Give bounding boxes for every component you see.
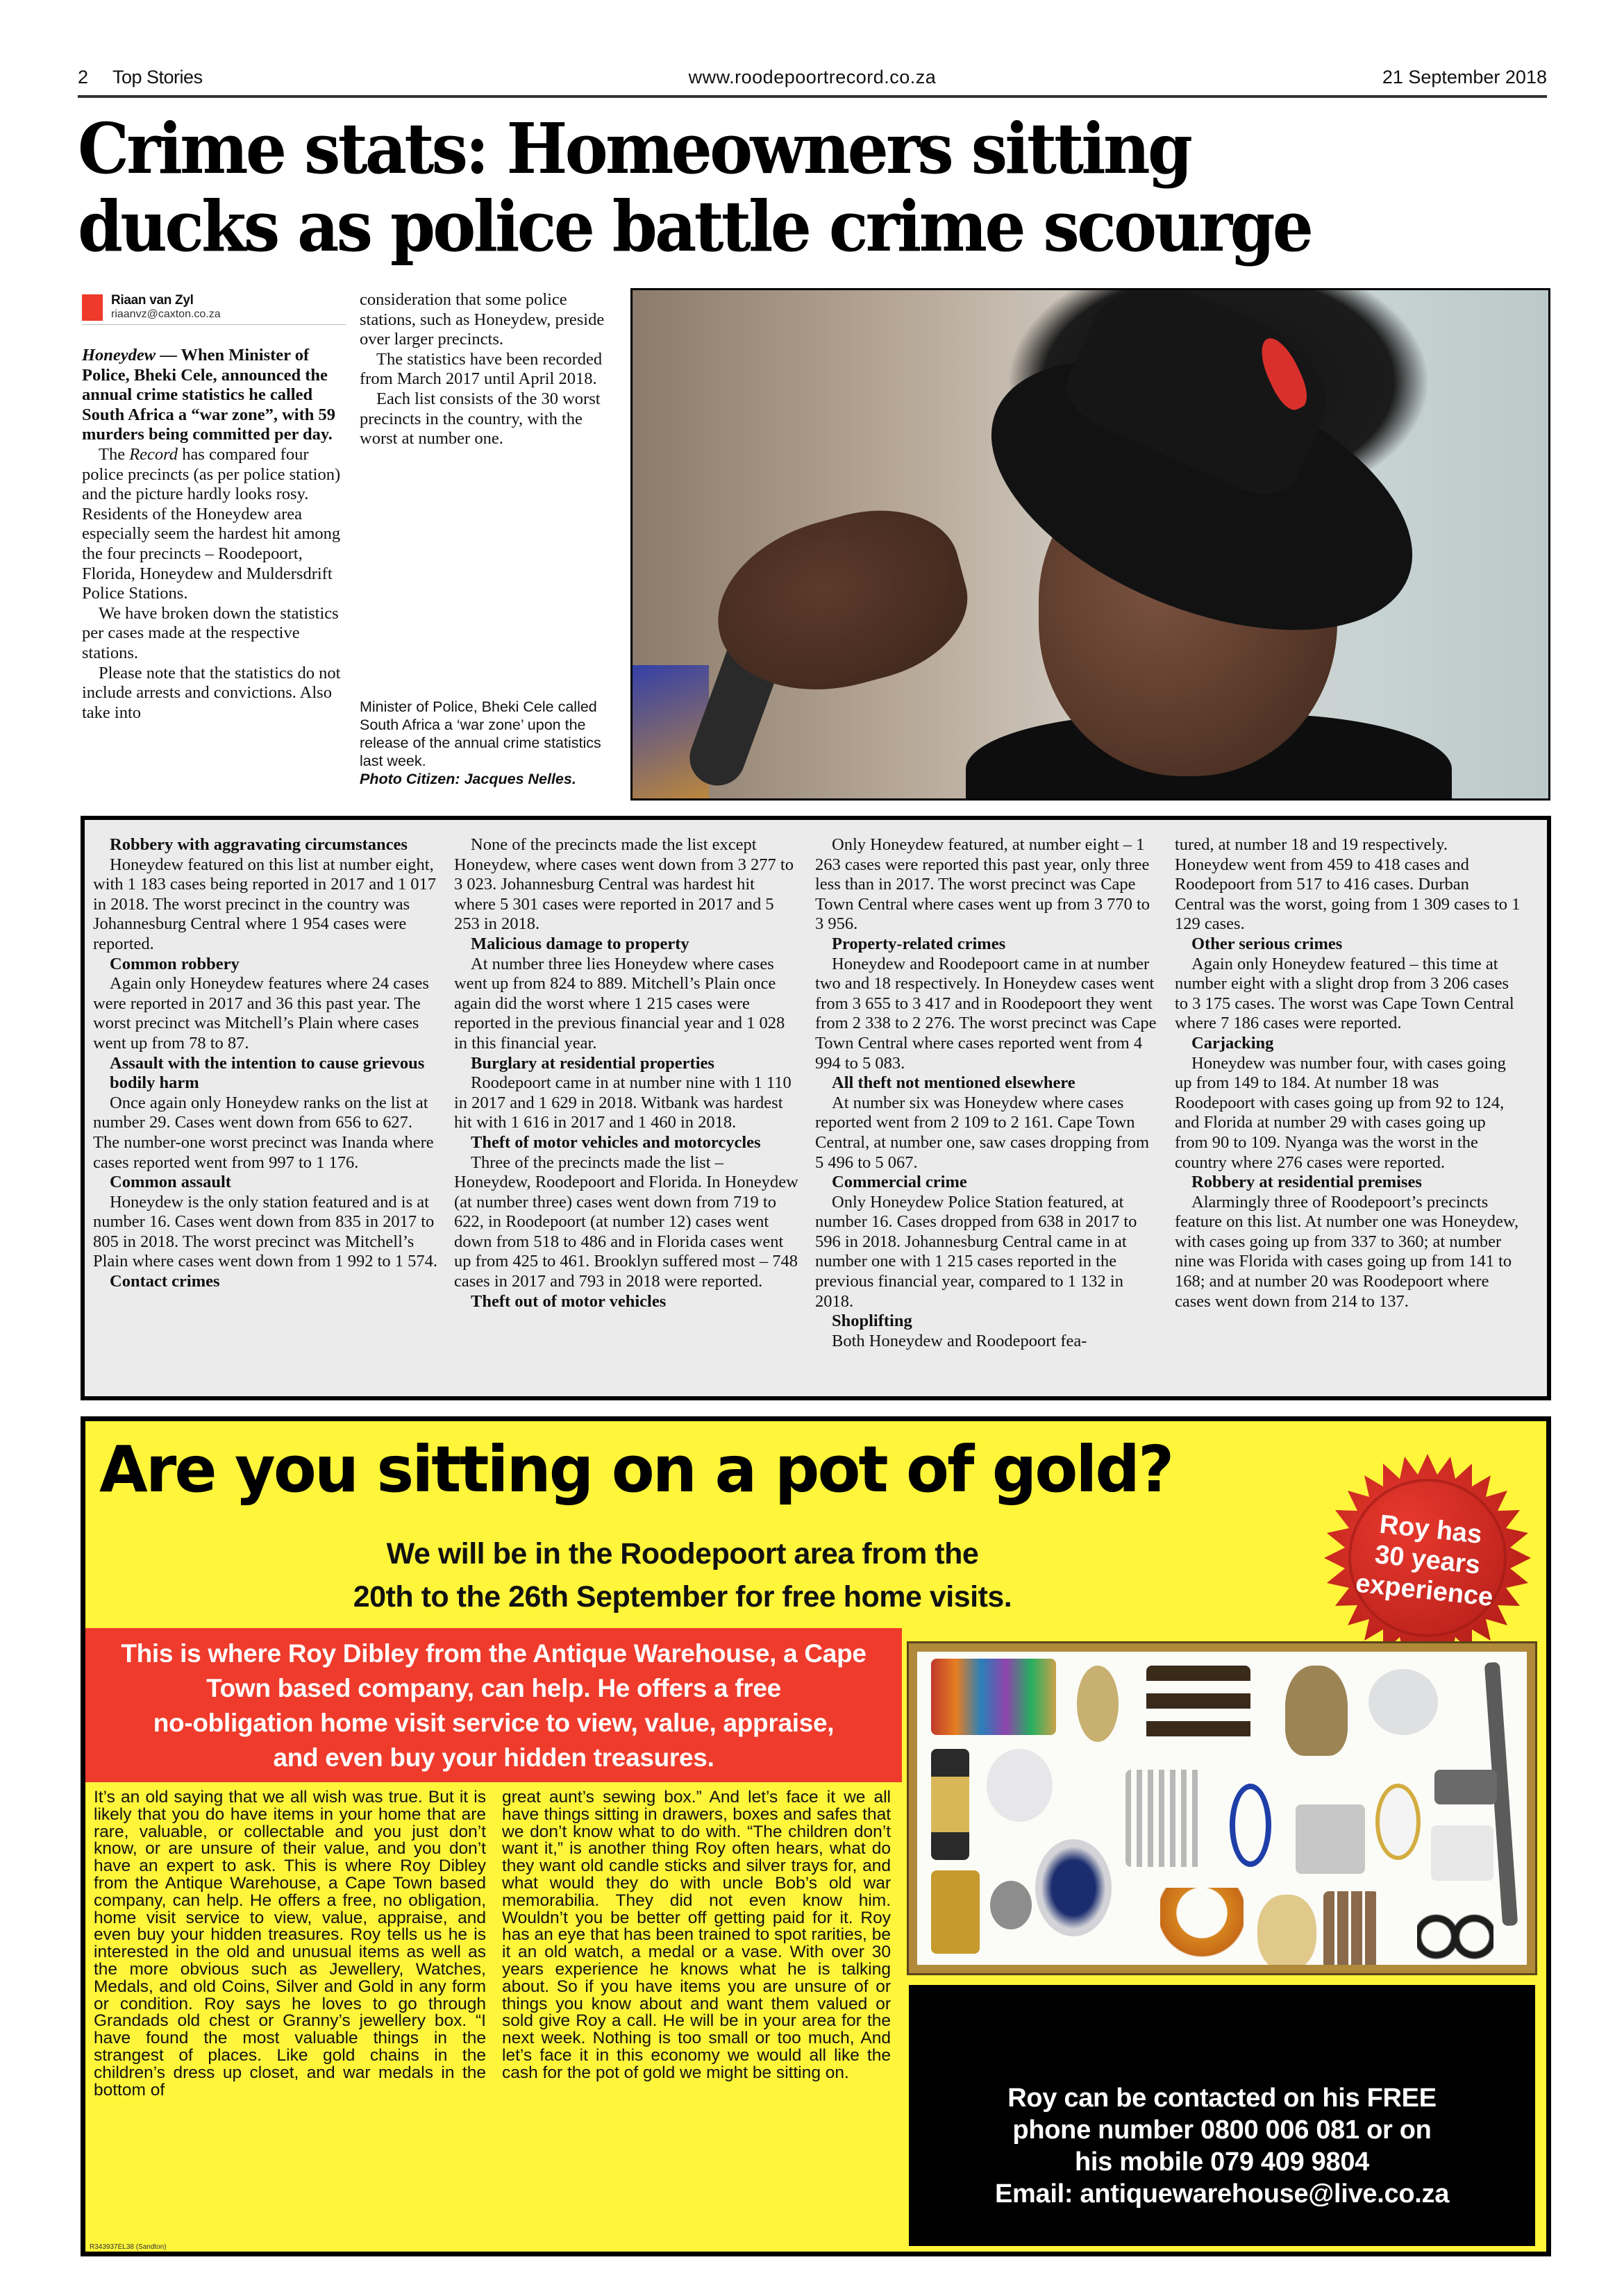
stat-heading: Commercial crime (832, 1173, 967, 1192)
cutlery-shape (1125, 1770, 1202, 1867)
badge-text: Roy has 30 years experience (1354, 1509, 1495, 1613)
teapot-shape (1285, 1666, 1348, 1756)
stat-text: Honeydew is the only station featured and is at number 16. Cases went down from 835 in 2017 to 805 in 2018. The worst precinct was Mitchell’s Plain where cases went down from 1 992 to 1 574. (93, 1192, 438, 1271)
stat-text: Three of the precincts made the list – Honeydew, Roodepoort and Florida. In Honeydew (at number three) cases went down from 719 to 622, in Roodepoort (at number 12) cases went down from 518 to 486 and in Florida cases went up from 425 to 461. Brooklyn suffered most – 748 cases in 2017 and 793 in 2018 were reported. (454, 1153, 798, 1291)
gold-coins-shape (1257, 1895, 1316, 1971)
sapphire-necklace-shape (1230, 1784, 1271, 1867)
antique-warehouse-advert (81, 1416, 1551, 2256)
article-column-2 (360, 290, 620, 449)
advert-red-banner: This is where Roy Dibley from the Antique Warehouse, a Cape Town based company, can help. He offers a free no-obligation home visit service to view, value, appraise, and even buy your hidden treasures. (85, 1628, 902, 1782)
article-photo (630, 288, 1550, 801)
stat-heading: Burglary at residential properties (471, 1053, 714, 1073)
article-paragraph: We have broken down the statistics per cases made at the respective stations. (82, 603, 339, 662)
stat-text: Both Honeydew and Roodepoort fea- (832, 1331, 1087, 1350)
contact-email[interactable]: Email: antiquewarehouse@live.co.za (994, 2179, 1450, 2209)
stats-column-1 (93, 835, 439, 1292)
section-name: Top Stories (112, 67, 203, 87)
contact-line: Roy can be contacted on his FREE (1007, 2084, 1437, 2113)
stat-text: Once again only Honeydew ranks on the list at number 29. Cases went down from 656 to 627. The number-one worst precinct was Inanda where cases reported went from 997 to 1 176. (93, 1093, 434, 1172)
author-name: Riaan van Zyl (111, 293, 194, 308)
caption-text: Minister of Police, Bheki Cele called South Africa a ‘war zone’ upon the release of the annual crime statistics last week. (360, 698, 601, 769)
website-url[interactable]: www.roodepoortrecord.co.za (688, 67, 937, 87)
article-column-1 (82, 346, 342, 723)
stats-column-4 (1175, 835, 1522, 1312)
stat-heading: Robbery with aggravating circumstances (110, 835, 408, 854)
page-header (78, 67, 1547, 94)
gold-necklace-shape (1160, 1888, 1244, 1971)
stat-text: Roodepoort came in at number nine with 1 110 in 2017 and 1 629 in 2018. Witbank was hardest hit with 1 616 in 2017 and 1 460 in 2018. (454, 1073, 792, 1132)
lede-dateline: Honeydew (82, 346, 156, 364)
advert-body-column-2: great aunt’s sewing box.” And let’s face it we all have things sitting in drawers, boxes and safes that we don’t know what to do with. “The children don’t want it,” is another thing Roy often hears, what do they want old candle sticks and silver trays for, and what would they do with uncle Bob’s old war memorabilia. They did not even know him. Wouldn’t you be better off getting paid for it. Roy has an eye that has been trained to spot rarities, be it an old watch, a medal or a vase. With over 30 years experience he knows what he is talking about. So if you have items you are unsure of or things you know about and want them valued or sold give Roy a call. He will be in your area for the next week. Nothing is too small or too much, And let’s face it in this economy we would all like the cash for the pot of gold we might be sitting on. (502, 1788, 891, 2082)
pendant-shape (1077, 1666, 1119, 1742)
stat-heading: All theft not mentioned elsewhere (832, 1073, 1075, 1093)
stat-text: tured, at number 18 and 19 respectively. Honeydew went from 459 to 418 cases and Roodepoort from 517 to 416 cases. Durban Central was the worst, going from 1 309 cases to 1 129 cases. (1175, 835, 1521, 934)
byline-divider (82, 324, 346, 325)
headline-line-2: ducks as police battle crime scourge (78, 185, 1312, 267)
bowl-shape (990, 1881, 1032, 1929)
stat-heading: Property-related crimes (832, 934, 1006, 953)
ring-shape (1368, 1669, 1438, 1735)
medals-shape (931, 1659, 1056, 1735)
stat-text: Honeydew featured on this list at number eight, with 1 183 cases being reported in 2017 and 1 017 in 2018. The worst precinct in the country was Johannesburg Central where 1 954 cases were reported. (93, 855, 436, 953)
photo-credit: Photo Citizen: Jacques Nelles. (360, 771, 576, 787)
article-paragraph: consideration that some police stations, such as Honeydew, preside over larger precincts. (360, 290, 605, 349)
perfume-bottles-shape (1431, 1825, 1493, 1881)
byline-marker-icon (82, 294, 103, 321)
stat-text: Honeydew and Roodepoort came in at number two and 18 respectively. In Honeydew cases went from 3 655 to 3 417 and in Roodepoort they went from 2 338 to 2 276. The worst precinct was Cape Town Central where cases reported went from 4 994 to 5 083. (815, 954, 1157, 1073)
author-email[interactable]: riaanvz@caxton.co.za (111, 308, 221, 320)
stat-text: Again only Honeydew features where 24 cases were reported in 2017 and 36 this past year. The worst precinct was Mitchell’s Plain where cases went up from 78 to 87. (93, 974, 429, 1053)
stat-text: Again only Honeydew featured – this time at number eight with a slight drop from 3 206 cases to 3 175 cases. The worst was Cape Town Central where 7 186 cases were reported. (1175, 954, 1514, 1033)
stat-heading: Common assault (110, 1173, 231, 1192)
advert-subheadline: We will be in the Roodepoort area from the 20th to the 26th September for free home visits. (353, 1537, 1012, 1614)
stat-heading: Theft of motor vehicles and motorcycles (471, 1132, 761, 1152)
sapphire-ring-shape (1035, 1839, 1112, 1936)
advert-headline: Are you sitting on a pot of gold? (99, 1432, 1173, 1507)
mobile-number[interactable]: his mobile 079 409 9804 (1074, 2147, 1370, 2177)
stat-heading: Carjacking (1191, 1033, 1274, 1053)
article-lede: Honeydew — When Minister of Police, Bheki Cele, announced the annual crime statistics he called South Africa a “war zone”, with 59 murders being committed per day. (82, 346, 335, 444)
brooch-shape (987, 1749, 1053, 1822)
stat-text: Alarmingly three of Roodepoort’s precincts feature on this list. At number one was Honeydew, with cases going up from 337 to 360; at number nine was Florida with cases going up from 141 to 168; and at number 20 was Roodepoort where cases went down from 214 to 137. (1175, 1192, 1519, 1311)
stat-heading: Other serious crimes (1191, 934, 1343, 953)
watch-shape (931, 1749, 969, 1860)
stat-text: Only Honeydew Police Station featured, at number 16. Cases dropped from 638 in 2017 to 596 in 2018. Johannesburg Central came in at number one with 1 215 cases reported in the previous financial year, compared to 1 132 in 2018. (815, 1192, 1137, 1311)
header-divider (78, 95, 1547, 98)
stat-text: At number six was Honeydew where cases reported went from 2 109 to 2 161. Cape Town Central, at number one, saw cases dropping from 5 496 to 5 067. (815, 1093, 1150, 1172)
stat-text: At number three lies Honeydew where cases went up from 824 to 889. Mitchell’s Plain once again did the worst where 1 215 cases were reported in the previous financial year and 1 028 in this financial year. (454, 954, 785, 1053)
stats-column-2 (454, 835, 800, 1312)
knives-shape (1434, 1770, 1497, 1804)
stat-heading: Shoplifting (832, 1312, 912, 1331)
issue-date: 21 September 2018 (1382, 67, 1547, 87)
silverware-shape (1296, 1804, 1365, 1874)
pens-shape (1146, 1666, 1250, 1742)
gemstones-shape (1323, 1891, 1379, 1973)
stat-heading: Theft out of motor vehicles (471, 1291, 667, 1311)
stat-heading: Robbery at residential premises (1191, 1173, 1422, 1192)
article-paragraph: Please note that the statistics do not include arrests and convictions. Also take into (82, 663, 341, 722)
stat-heading: Contact crimes (110, 1272, 220, 1291)
stat-heading: Malicious damage to property (471, 934, 689, 953)
experience-badge (1320, 1450, 1535, 1666)
stat-heading: Assault with the intention to cause grievous bodily harm (110, 1053, 425, 1093)
gold-clock-shape (931, 1870, 980, 1954)
pocket-watch-shape (1375, 1784, 1421, 1860)
crime-stats-panel (81, 816, 1551, 1400)
stat-heading: Common robbery (110, 954, 240, 973)
photo-caption (360, 698, 623, 788)
antiques-collage-image (909, 1643, 1535, 1973)
contact-details-box (909, 1985, 1535, 2246)
page-number: 2 (78, 67, 89, 87)
article-paragraph: The Record has compared four police precincts (as per police station) and the picture hardly looks rosy. Residents of the Honeydew area especially seem the hardest hit among the four precincts – Roodepoort, Florida, Honeydew and Muldersdrift Police Stations. (82, 444, 341, 603)
stat-text: Honeydew was number four, with cases going up from 149 to 184. At number 18 was Roodepoort with cases going up from 92 to 124, and Florida at number 29 with cases going up from 90 to 109. Nyanga was the worst in the country where 276 cases were reported. (1175, 1053, 1506, 1172)
headline-line-1: Crime stats: Homeowners sitting (78, 108, 1191, 190)
free-phone-number[interactable]: phone number 0800 006 081 or on (1012, 2115, 1432, 2145)
advert-body-column-1: It’s an old saying that we all wish was true. But it is likely that you do have items in your home that are rare, valuable, or collectable and you just don’t know, or are unsure of their value, and you don’t have an expert to ask. This is where Roy Dibley from the Antique Warehouse, a Cape Town based company, can help. He offers a free, no obligation, home visit service to view, value, appraise, and even buy your hidden treasures. Roy tells us he is interested in the old and unusual items as well as the more obvious such as Jewellery, Watches, Medals, and old Coins, Silver and Gold in any form or condition. Roy says he loves to go through Grandads old chest or Granny’s jewellery box. “I have found the most valuable things in the strangest of places. Like gold chains in the children’s dress up closet, and war medals in the bottom of (94, 1788, 486, 2100)
article-paragraph: The statistics have been recorded from March 2017 until April 2018. (360, 349, 603, 389)
earrings-shape (1417, 1895, 1493, 1971)
byline (82, 293, 346, 321)
article-headline (78, 110, 1466, 265)
article-paragraph: Each list consists of the 30 worst precincts in the country, with the worst at number one. (360, 389, 601, 449)
advert-reference-code: R343937EL38 (Sandton) (90, 2243, 167, 2251)
stat-text: None of the precincts made the list except Honeydew, where cases went down from 3 277 to 3 023. Johannesburg Central was hardest hit where 5 301 cases were reported in 2017 and 5 253 in 2018. (454, 835, 794, 934)
stats-column-3 (815, 835, 1161, 1351)
stat-text: Only Honeydew featured, at number eight – 1 263 cases were reported this past year, only three less than in 2017. The worst precinct was Cape Town Central where cases went up from 3 770 to 3 956. (815, 835, 1150, 934)
